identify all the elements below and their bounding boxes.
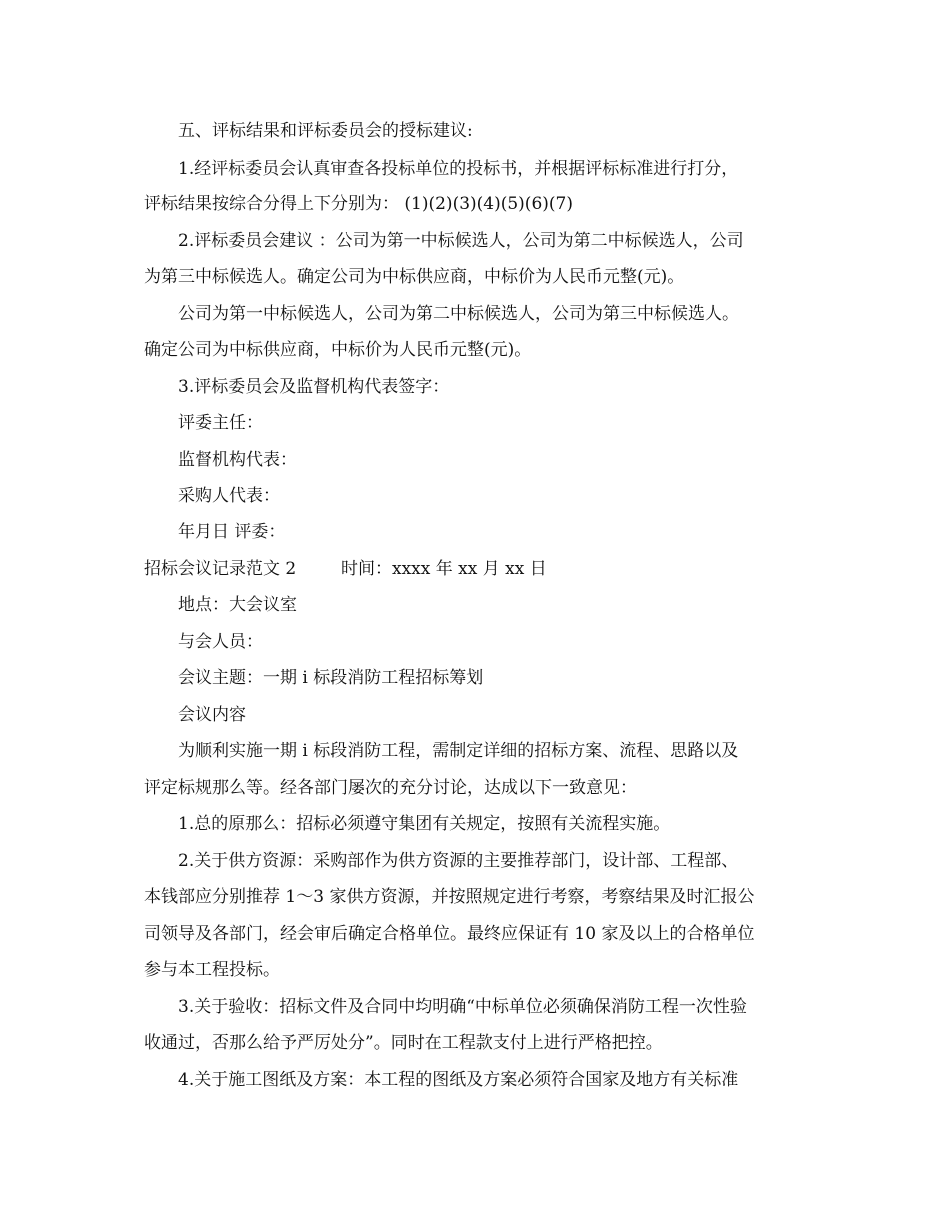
signature-line: 评委主任： bbox=[178, 413, 263, 433]
meeting-attendees: 与会人员： bbox=[178, 632, 263, 652]
paragraph-line: 1.经评标委员会认真审查各投标单位的投标书，并根据评标标准进行打分， bbox=[178, 159, 739, 179]
paragraph-line: 评定标规那么等。经各部门屡次的充分讨论，达成以下一致意见： bbox=[144, 778, 637, 798]
paragraph-line: 2.评标委员会建议 ：公司为第一中标候选人，公司为第二中标候选人，公司 bbox=[178, 231, 744, 251]
paragraph-line: 2.关于供方资源：采购部作为供方资源的主要推荐部门，设计部、工程部、 bbox=[178, 851, 739, 871]
paragraph-line: 1.总的原那么：招标必须遵守集团有关规定，按照有关流程实施。 bbox=[178, 814, 671, 834]
signature-line: 采购人代表： bbox=[178, 486, 280, 506]
meeting-location: 地点：大会议室 bbox=[178, 595, 297, 615]
signature-line: 年月日 评委： bbox=[178, 522, 286, 542]
paragraph-line: 3.关于验收：招标文件及合同中均明确“中标单位必须确保消防工程一次性验 bbox=[178, 997, 747, 1017]
paragraph-line: 参与本工程投标。 bbox=[144, 960, 280, 980]
paragraph-line: 收通过，否那么给予严厉处分”。同时在工程款支付上进行严格把控。 bbox=[144, 1033, 663, 1053]
meeting-topic: 会议主题：一期 i 标段消防工程招标筹划 bbox=[178, 668, 484, 688]
paragraph-line: 评标结果按综合分得上下分别为： (1)(2)(3)(4)(5)(6)(7) bbox=[144, 194, 573, 214]
paragraph-line: 为顺利实施一期 i 标段消防工程，需制定详细的招标方案、流程、思路以及 bbox=[178, 741, 739, 761]
paragraph-line: 3.评标委员会及监督机构代表签字： bbox=[178, 377, 450, 397]
paragraph-line: 公司为第一中标候选人，公司为第二中标候选人，公司为第三中标候选人。 bbox=[178, 304, 739, 324]
section-title-meeting-record: 招标会议记录范文 2 bbox=[144, 559, 297, 579]
paragraph-line: 本钱部应分别推荐 1～3 家供方资源，并按照规定进行考察，考察结果及时汇报公 bbox=[144, 887, 755, 907]
meeting-content-heading: 会议内容 bbox=[178, 705, 246, 725]
meeting-time: 时间：xxxx 年 xx 月 xx 日 bbox=[341, 559, 547, 579]
paragraph-line: 为第三中标候选人。确定公司为中标供应商，中标价为人民币元整(元)。 bbox=[144, 267, 685, 287]
paragraph-line: 司领导及各部门，经会审后确定合格单位。最终应保证有 10 家及以上的合格单位 bbox=[144, 924, 755, 944]
paragraph-line: 确定公司为中标供应商，中标价为人民币元整(元)。 bbox=[144, 340, 532, 360]
section-heading-bid-results: 五、评标结果和评标委员会的授标建议: bbox=[178, 121, 473, 141]
paragraph-line: 4.关于施工图纸及方案：本工程的图纸及方案必须符合国家及地方有关标准 bbox=[178, 1070, 739, 1090]
signature-line: 监督机构代表： bbox=[178, 450, 297, 470]
